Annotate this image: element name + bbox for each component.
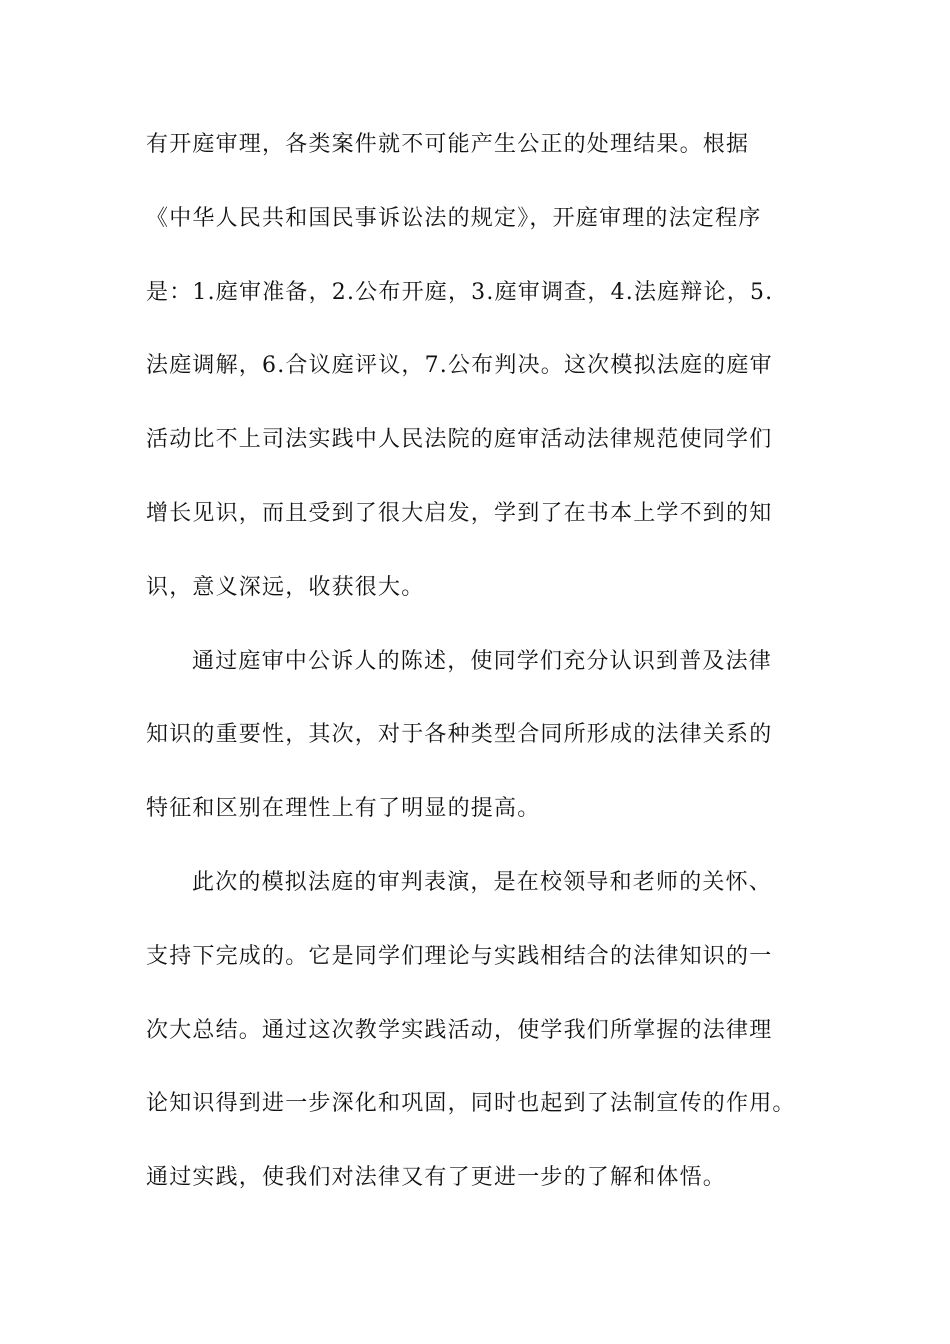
text-line: 识，意义深远，收获很大。 bbox=[146, 574, 425, 600]
text-line: 活动比不上司法实践中人民法院的庭审活动法律规范使同学们 bbox=[146, 427, 773, 453]
paragraph-first-line: 通过庭审中公诉人的陈述，使同学们充分认识到普及法律 bbox=[192, 648, 773, 674]
text-line: 法庭调解，6.合议庭评议，7.公布判决。这次模拟法庭的庭审 bbox=[146, 353, 773, 379]
text-line: 次大总结。通过这次教学实践活动，使学我们所掌握的法律理 bbox=[146, 1017, 773, 1043]
text-line: 增长见识，而且受到了很大启发，学到了在书本上学不到的知 bbox=[146, 500, 773, 526]
text-line: 知识的重要性，其次，对于各种类型合同所形成的法律关系的 bbox=[146, 722, 773, 748]
text-line: 特征和区别在理性上有了明显的提高。 bbox=[146, 796, 541, 822]
text-line: 是：1.庭审准备，2.公布开庭，3.庭审调查，4.法庭辩论，5. bbox=[146, 279, 774, 305]
document-body bbox=[146, 132, 826, 1239]
text-line: 论知识得到进一步深化和巩固，同时也起到了法制宣传的作用。 bbox=[146, 1091, 796, 1117]
text-line: 支持下完成的。它是同学们理论与实践相结合的法律知识的一 bbox=[146, 943, 773, 969]
text-line: 有开庭审理，各类案件就不可能产生公正的处理结果。根据 bbox=[146, 132, 750, 157]
paragraph-first-line: 此次的模拟法庭的审判表演，是在校领导和老师的关怀、 bbox=[192, 869, 773, 895]
text-line: 《中华人民共和国民事诉讼法的规定》，开庭审理的法定程序 bbox=[146, 205, 762, 231]
text-line: 通过实践，使我们对法律又有了更进一步的了解和体悟。 bbox=[146, 1165, 727, 1191]
